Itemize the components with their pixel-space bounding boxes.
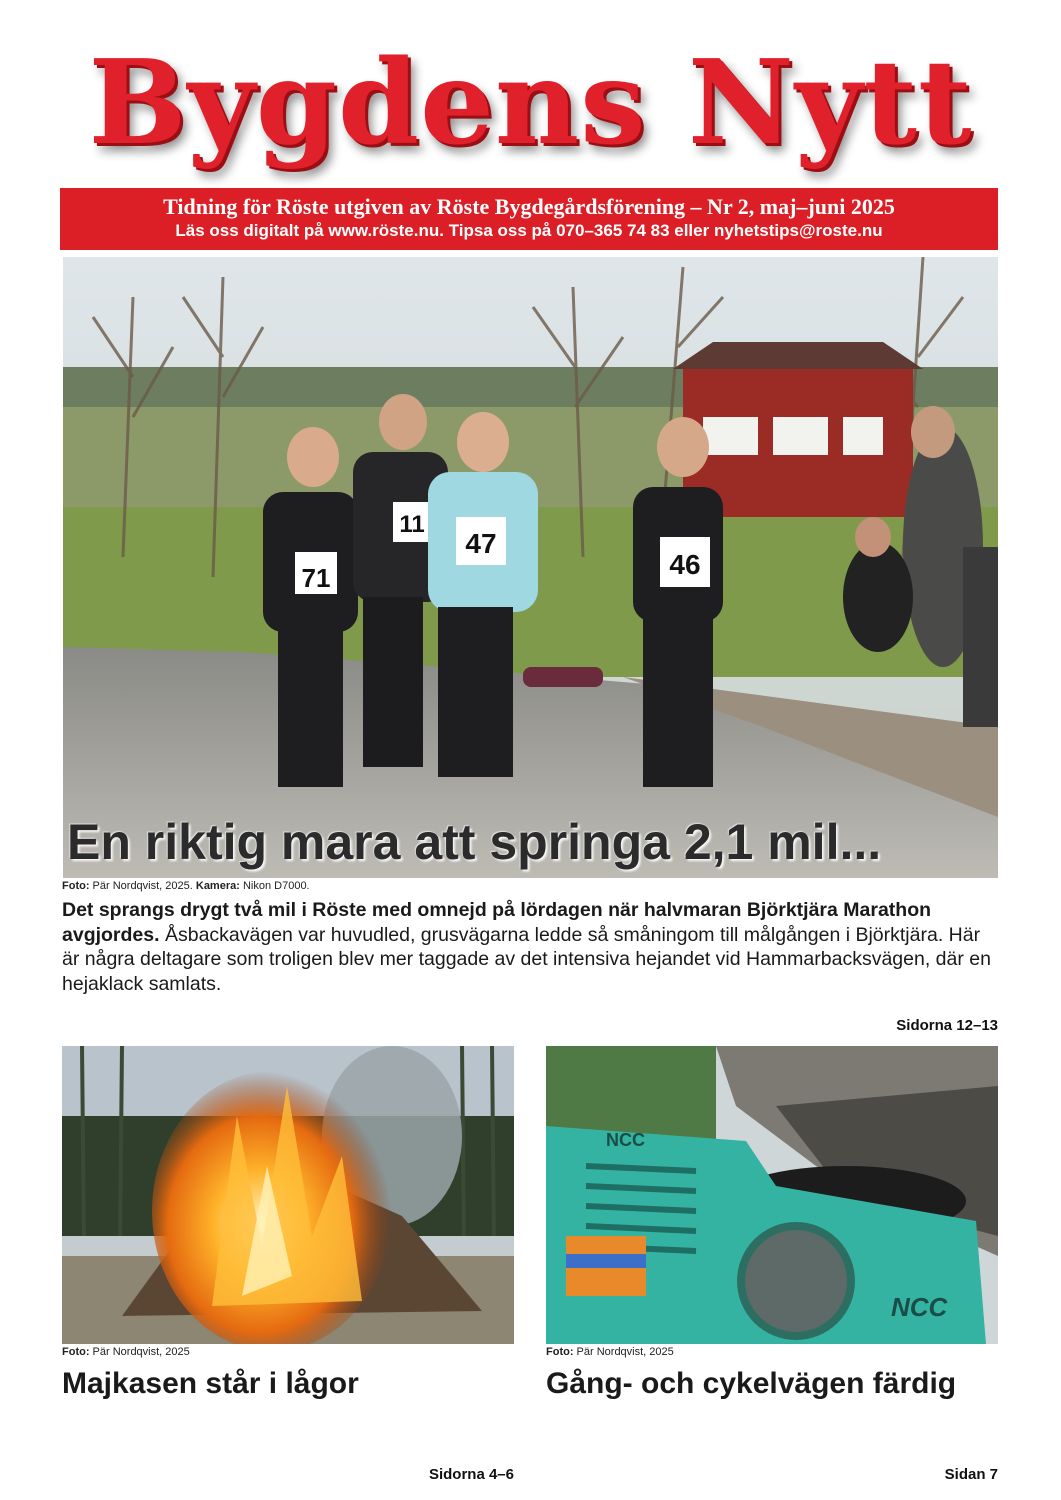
- paver-page-reference: Sidan 7: [944, 1466, 998, 1483]
- banner-subtitle: Tidning för Röste utgiven av Röste Bygdegårdsförening – Nr 2, maj–juni 2025: [163, 194, 895, 219]
- lead-body: Åsbackavägen var huvudled, grusvägarna ledde så småningom till målgången i Björktjära. Här är några deltagare som troligen blev mer taggade av det intensiva hejandet vid Hammarbacksvägen, där en hejaklack samlats.: [62, 923, 991, 995]
- bib-number: 71: [301, 563, 331, 593]
- bonfire-page-reference: Sidorna 4–6: [428, 1466, 514, 1483]
- bib-number: 47: [465, 528, 497, 559]
- hero-photo-credit: Foto: Pär Nordqvist, 2025. Kamera: Nikon D7000.: [62, 880, 310, 892]
- bib-number: 11: [399, 511, 425, 538]
- hero-photo-runners: [63, 257, 998, 878]
- hero-page-reference: Sidorna 12–13: [896, 1017, 998, 1034]
- header-banner: [60, 188, 998, 250]
- ncc-logo-large: NCC: [891, 1292, 948, 1322]
- hero-lead-text: [62, 898, 1002, 996]
- photo-bonfire: [62, 1046, 514, 1344]
- paver-photo-credit: Foto: Pär Nordqvist, 2025: [546, 1346, 674, 1358]
- bonfire-headline: Majkasen står i lågor: [62, 1367, 359, 1400]
- masthead-title: Bygdens Nytt: [88, 35, 973, 171]
- lead-bold: Det sprangs drygt två mil i Röste med omnejd på lördagen när halvmaran Björktjära Marathon avgjordes.: [62, 899, 932, 946]
- paver-headline: Gång- och cykelvägen färdig: [546, 1367, 957, 1400]
- bonfire-photo-credit: Foto: Pär Nordqvist, 2025: [62, 1346, 190, 1358]
- hero-headline: En riktig mara att springa 2,1 mil...: [67, 814, 882, 870]
- ncc-logo-small: NCC: [606, 1130, 645, 1150]
- banner-contact: Läs oss digitalt på www.röste.nu. Tipsa oss på 070–365 74 83 eller nyhetstips@roste.nu: [175, 221, 883, 240]
- photo-asphalt-paver: [546, 1046, 998, 1344]
- bib-number: 46: [669, 549, 701, 580]
